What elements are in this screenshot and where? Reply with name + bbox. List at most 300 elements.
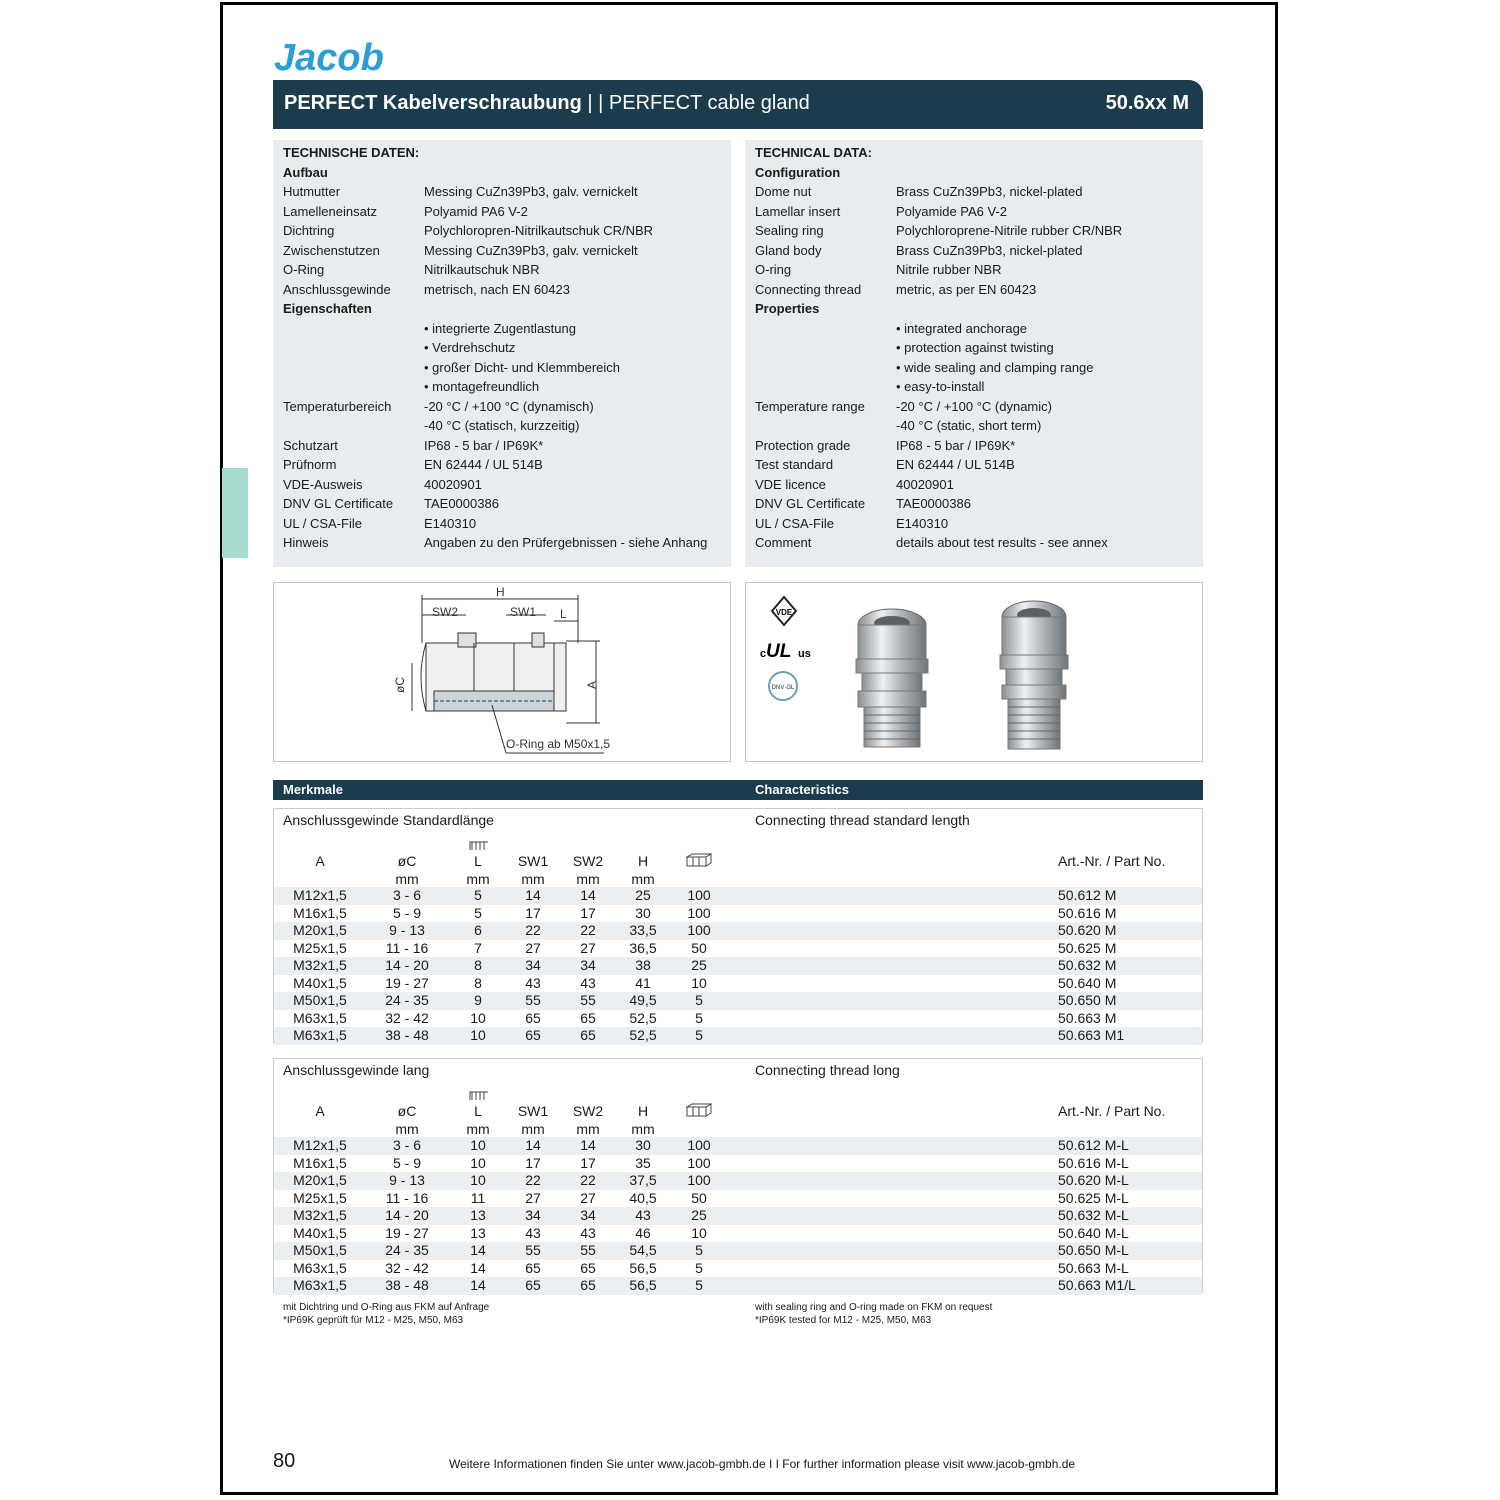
column-header-c: øC bbox=[397, 853, 417, 869]
column-header-sw1: SW1 bbox=[517, 853, 549, 869]
column-header-l: L bbox=[474, 1103, 482, 1119]
spec-value: • easy-to-install bbox=[896, 379, 985, 394]
cell-part-no: 50.625 M bbox=[1058, 939, 1117, 956]
cell-part-no: 50.625 M-L bbox=[1058, 1189, 1129, 1206]
cell-a: M63x1,5 bbox=[293, 1009, 347, 1026]
cell-a: M12x1,5 bbox=[293, 887, 347, 903]
table-row bbox=[274, 1027, 1202, 1045]
page-number: 80 bbox=[273, 1450, 296, 1472]
ul-icon bbox=[760, 641, 811, 662]
spec-heading: TECHNISCHE DATEN: bbox=[283, 145, 420, 160]
cell-c: 5 - 9 bbox=[392, 904, 422, 921]
dim-c-label: øC bbox=[393, 677, 407, 693]
cell-sw1: 65 bbox=[525, 1259, 541, 1276]
spec-key: UL / CSA-File bbox=[283, 515, 362, 531]
spec-key: Protection grade bbox=[755, 437, 851, 453]
column-unit: mm bbox=[576, 871, 600, 887]
cell-part-no: 50.616 M-L bbox=[1058, 1154, 1129, 1171]
cell-l: 10 bbox=[470, 1172, 486, 1188]
spec-panel-de bbox=[273, 140, 731, 567]
cell-h: 38 bbox=[635, 957, 651, 973]
cell-l: 8 bbox=[474, 974, 482, 991]
spec-key: Eigenschaften bbox=[283, 301, 372, 316]
table-row bbox=[274, 1260, 1202, 1278]
spec-key: Gland body bbox=[755, 242, 822, 258]
table-row bbox=[274, 1225, 1202, 1243]
spec-key: Test standard bbox=[755, 457, 834, 472]
spec-key: DNV GL Certificate bbox=[283, 496, 394, 511]
cell-q: 100 bbox=[687, 1154, 711, 1171]
drawing-svg bbox=[274, 583, 730, 761]
cell-sw2: 55 bbox=[580, 992, 596, 1008]
logo-text: Jacob bbox=[274, 38, 384, 74]
column-unit: mm bbox=[631, 871, 655, 887]
cell-c: 3 - 6 bbox=[392, 1137, 422, 1153]
cell-a: M12x1,5 bbox=[293, 1137, 347, 1153]
table-row bbox=[274, 1190, 1202, 1208]
cell-a: M32x1,5 bbox=[293, 957, 347, 973]
cell-a: M40x1,5 bbox=[293, 974, 347, 991]
cell-h: 30 bbox=[635, 1137, 651, 1153]
column-header-part-no: Art.-Nr. / Part No. bbox=[1058, 1103, 1166, 1119]
cell-part-no: 50.640 M bbox=[1058, 974, 1117, 991]
spec-key: Comment bbox=[755, 535, 812, 550]
cell-l: 11 bbox=[470, 1189, 486, 1206]
dnv-gl-icon bbox=[769, 672, 797, 700]
note-en-2: *IP69K tested for M12 - M25, M50, M63 bbox=[755, 1315, 932, 1326]
cell-h: 25 bbox=[635, 887, 651, 903]
spec-value: -20 °C / +100 °C (dynamisch) bbox=[424, 398, 594, 414]
cell-part-no: 50.663 M bbox=[1058, 1009, 1117, 1026]
table-long-thread bbox=[273, 1058, 1203, 1293]
spec-value: E140310 bbox=[896, 515, 949, 531]
cell-q: 25 bbox=[691, 957, 707, 973]
cell-sw2: 65 bbox=[580, 1009, 596, 1026]
cell-h: 52,5 bbox=[629, 1009, 657, 1026]
cell-h: 41 bbox=[635, 974, 651, 991]
cell-part-no: 50.632 M bbox=[1058, 957, 1117, 973]
cell-c: 9 - 13 bbox=[389, 922, 425, 938]
cell-sw1: 43 bbox=[525, 974, 541, 991]
table-row bbox=[274, 905, 1202, 923]
cell-sw2: 65 bbox=[580, 1277, 596, 1293]
cell-part-no: 50.612 M bbox=[1058, 887, 1117, 903]
cell-h: 56,5 bbox=[629, 1277, 657, 1293]
cell-sw1: 17 bbox=[525, 904, 541, 921]
spec-value: • integrated anchorage bbox=[896, 320, 1028, 336]
cell-sw1: 43 bbox=[525, 1224, 541, 1241]
dnv-text: DNV·GL bbox=[771, 685, 795, 691]
cell-sw1: 55 bbox=[525, 992, 541, 1008]
cell-q: 100 bbox=[687, 1172, 711, 1188]
cell-l: 9 bbox=[474, 992, 482, 1008]
cell-l: 14 bbox=[470, 1259, 486, 1276]
cell-c: 19 - 27 bbox=[385, 1224, 429, 1241]
note-de-2: *IP69K geprüft für M12 - M25, M50, M63 bbox=[283, 1315, 464, 1326]
cell-l: 14 bbox=[470, 1242, 486, 1258]
column-header-h: H bbox=[637, 1103, 649, 1119]
cell-part-no: 50.632 M-L bbox=[1058, 1207, 1129, 1223]
cell-sw1: 27 bbox=[525, 1189, 541, 1206]
technical-drawing bbox=[273, 582, 731, 762]
spec-value: 40020901 bbox=[424, 476, 482, 492]
column-unit: mm bbox=[631, 1121, 655, 1137]
column-header-sw2: SW2 bbox=[572, 853, 604, 869]
cell-q: 10 bbox=[691, 1224, 707, 1241]
cell-sw2: 17 bbox=[580, 904, 596, 921]
table-row bbox=[274, 1155, 1202, 1173]
characteristics-bar bbox=[273, 780, 1203, 800]
notes-en bbox=[755, 1301, 992, 1327]
table-row bbox=[274, 1172, 1202, 1190]
page-title bbox=[284, 92, 810, 115]
spec-key: Dome nut bbox=[755, 184, 812, 199]
package-quantity-icon bbox=[686, 1103, 712, 1122]
spec-value: details about test results - see annex bbox=[896, 535, 1108, 550]
cell-c: 38 - 48 bbox=[385, 1277, 429, 1293]
table-title-de: Anschlussgewinde Standardlänge bbox=[283, 812, 494, 828]
spec-value: • Verdrehschutz bbox=[424, 340, 516, 355]
cell-a: M63x1,5 bbox=[293, 1259, 347, 1276]
cell-sw2: 22 bbox=[580, 1172, 596, 1188]
spec-key: Sealing ring bbox=[755, 223, 824, 238]
cell-part-no: 50.640 M-L bbox=[1058, 1224, 1129, 1241]
cell-sw2: 43 bbox=[580, 1224, 596, 1241]
spec-value: Brass CuZn39Pb3, nickel-plated bbox=[896, 184, 1083, 199]
spec-value: • wide sealing and clamping range bbox=[896, 359, 1094, 375]
column-header-a: A bbox=[315, 1103, 325, 1119]
table-row bbox=[274, 1137, 1202, 1155]
spec-value: • protection against twisting bbox=[896, 340, 1054, 355]
cell-a: M16x1,5 bbox=[293, 904, 347, 921]
cell-sw1: 14 bbox=[525, 887, 541, 903]
cell-sw1: 65 bbox=[525, 1027, 541, 1043]
cell-q: 100 bbox=[687, 904, 711, 921]
cell-part-no: 50.663 M1 bbox=[1058, 1027, 1125, 1043]
table-row bbox=[274, 1207, 1202, 1225]
dim-h-label: H bbox=[496, 585, 505, 599]
spec-key: Lamellar insert bbox=[755, 203, 841, 219]
cell-a: M50x1,5 bbox=[293, 1242, 347, 1258]
characteristics-en: Characteristics bbox=[755, 782, 849, 797]
table-row bbox=[274, 1277, 1202, 1295]
cell-l: 13 bbox=[470, 1224, 486, 1241]
cell-q: 5 bbox=[695, 1009, 703, 1026]
cell-c: 9 - 13 bbox=[389, 1172, 425, 1188]
cell-part-no: 50.616 M bbox=[1058, 904, 1117, 921]
spec-heading: TECHNICAL DATA: bbox=[755, 145, 872, 160]
cell-c: 24 - 35 bbox=[385, 992, 429, 1008]
cell-h: 56,5 bbox=[629, 1259, 657, 1276]
cell-c: 24 - 35 bbox=[385, 1242, 429, 1258]
spec-key: VDE licence bbox=[755, 476, 826, 492]
cell-l: 5 bbox=[474, 904, 482, 921]
oring-note: O-Ring ab M50x1,5 bbox=[506, 737, 611, 751]
cell-h: 49,5 bbox=[629, 992, 657, 1008]
cell-a: M20x1,5 bbox=[293, 1172, 347, 1188]
spec-value: Polyamid PA6 V-2 bbox=[424, 203, 528, 219]
spec-value: TAE0000386 bbox=[896, 496, 971, 511]
table-row bbox=[274, 1010, 1202, 1028]
spec-value: metric, as per EN 60423 bbox=[896, 281, 1037, 297]
spec-value: Polyamide PA6 V-2 bbox=[896, 203, 1008, 219]
cell-sw2: 27 bbox=[580, 1189, 596, 1206]
cell-a: M63x1,5 bbox=[293, 1277, 347, 1293]
spec-key: Aufbau bbox=[283, 164, 328, 180]
cell-sw1: 34 bbox=[525, 957, 541, 973]
cell-part-no: 50.663 M-L bbox=[1058, 1259, 1129, 1276]
column-unit: mm bbox=[521, 871, 545, 887]
cell-h: 33,5 bbox=[629, 922, 657, 938]
product-code: 50.6xx M bbox=[1105, 92, 1189, 114]
cell-sw1: 22 bbox=[525, 922, 541, 938]
cell-l: 7 bbox=[474, 939, 482, 956]
spec-key: Connecting thread bbox=[755, 281, 862, 297]
vde-icon bbox=[772, 597, 796, 625]
cell-a: M50x1,5 bbox=[293, 992, 347, 1008]
cell-a: M16x1,5 bbox=[293, 1154, 347, 1171]
spec-key: Anschlussgewinde bbox=[283, 281, 391, 297]
cell-q: 5 bbox=[695, 992, 703, 1008]
cell-h: 54,5 bbox=[629, 1242, 657, 1258]
cell-q: 5 bbox=[695, 1259, 703, 1276]
product-photo-panel bbox=[745, 582, 1203, 762]
table-title-en: Connecting thread long bbox=[755, 1062, 900, 1078]
cable-gland-photo-short bbox=[856, 609, 928, 747]
dim-sw2-label: SW2 bbox=[432, 605, 459, 619]
photo-svg bbox=[746, 583, 1202, 761]
cell-c: 11 - 16 bbox=[385, 1189, 429, 1206]
table-row bbox=[274, 975, 1202, 993]
cell-sw2: 17 bbox=[580, 1154, 596, 1171]
cell-sw1: 27 bbox=[525, 939, 541, 956]
spec-value: Nitrile rubber NBR bbox=[896, 262, 1002, 277]
column-header-part-no: Art.-Nr. / Part No. bbox=[1058, 853, 1166, 869]
cell-c: 11 - 16 bbox=[385, 939, 429, 956]
spec-value: Messing CuZn39Pb3, galv. vernickelt bbox=[424, 184, 638, 199]
column-header-sw1: SW1 bbox=[517, 1103, 549, 1119]
spec-value: IP68 - 5 bar / IP69K* bbox=[424, 437, 544, 453]
spec-value: • montagefreundlich bbox=[424, 379, 540, 394]
cell-sw2: 14 bbox=[580, 887, 596, 903]
cell-l: 10 bbox=[470, 1027, 486, 1043]
cell-sw1: 55 bbox=[525, 1242, 541, 1258]
thread-length-icon bbox=[468, 1089, 490, 1107]
cell-c: 5 - 9 bbox=[392, 1154, 422, 1171]
spec-key: O-Ring bbox=[283, 262, 325, 277]
ul-us-text: us bbox=[798, 648, 811, 660]
cell-sw2: 22 bbox=[580, 922, 596, 938]
note-de-1: mit Dichtring und O-Ring aus FKM auf Anfrage bbox=[283, 1302, 490, 1313]
ul-c-text: c bbox=[760, 648, 767, 660]
column-unit: mm bbox=[576, 1121, 600, 1137]
spec-value: Polychloropren-Nitrilkautschuk CR/NBR bbox=[424, 223, 654, 238]
cell-q: 100 bbox=[687, 887, 711, 903]
note-en-1: with sealing ring and O-ring made on FKM on request bbox=[755, 1302, 993, 1313]
cell-sw2: 55 bbox=[580, 1242, 596, 1258]
cell-sw1: 17 bbox=[525, 1154, 541, 1171]
cell-sw2: 34 bbox=[580, 1207, 596, 1223]
cell-sw1: 65 bbox=[525, 1009, 541, 1026]
spec-key: UL / CSA-File bbox=[755, 515, 834, 531]
cell-q: 10 bbox=[691, 974, 707, 991]
cell-l: 8 bbox=[474, 957, 482, 973]
cell-a: M40x1,5 bbox=[293, 1224, 347, 1241]
cell-c: 14 - 20 bbox=[385, 1207, 429, 1223]
spec-key: O-ring bbox=[755, 262, 792, 277]
cell-l: 10 bbox=[470, 1154, 486, 1171]
table-row bbox=[274, 922, 1202, 940]
spec-key: DNV GL Certificate bbox=[755, 496, 866, 511]
cell-sw1: 22 bbox=[525, 1172, 541, 1188]
cell-h: 52,5 bbox=[629, 1027, 657, 1043]
cell-sw2: 34 bbox=[580, 957, 596, 973]
cell-sw2: 27 bbox=[580, 939, 596, 956]
spec-value: • großer Dicht- und Klemmbereich bbox=[424, 359, 621, 375]
spec-value: • integrierte Zugentlastung bbox=[424, 320, 576, 336]
spec-value: Angaben zu den Prüfergebnissen - siehe Anhang bbox=[424, 535, 708, 550]
table-title-en: Connecting thread standard length bbox=[755, 812, 970, 828]
cable-gland-photo-long bbox=[1000, 601, 1068, 749]
cell-a: M25x1,5 bbox=[293, 1189, 347, 1206]
spec-key: Configuration bbox=[755, 164, 841, 180]
cell-h: 37,5 bbox=[629, 1172, 657, 1188]
spec-key: Temperaturbereich bbox=[283, 398, 392, 414]
cell-c: 38 - 48 bbox=[385, 1027, 429, 1043]
cell-a: M32x1,5 bbox=[293, 1207, 347, 1223]
cell-q: 5 bbox=[695, 1027, 703, 1043]
spec-key: Schutzart bbox=[283, 437, 338, 453]
cell-l: 5 bbox=[474, 887, 482, 903]
spec-key: VDE-Ausweis bbox=[283, 476, 363, 492]
cell-l: 14 bbox=[470, 1277, 486, 1293]
cell-sw1: 65 bbox=[525, 1277, 541, 1293]
column-unit: mm bbox=[466, 1121, 490, 1137]
spec-value: -20 °C / +100 °C (dynamic) bbox=[896, 398, 1052, 414]
title-de: PERFECT Kabelverschraubung bbox=[284, 92, 582, 114]
cell-l: 6 bbox=[474, 922, 482, 938]
ul-text: UL bbox=[766, 641, 792, 662]
cell-h: 40,5 bbox=[629, 1189, 657, 1206]
spec-panel-en bbox=[745, 140, 1203, 567]
spec-value: metrisch, nach EN 60423 bbox=[424, 281, 570, 297]
cell-part-no: 50.620 M bbox=[1058, 922, 1117, 938]
title-en: PERFECT cable gland bbox=[608, 92, 810, 114]
cell-q: 50 bbox=[691, 939, 707, 956]
column-header-l: L bbox=[474, 853, 482, 869]
table-row bbox=[274, 957, 1202, 975]
spec-value: EN 62444 / UL 514B bbox=[896, 457, 1015, 472]
cell-sw2: 65 bbox=[580, 1027, 596, 1043]
header-bar bbox=[273, 80, 1203, 129]
spec-value: E140310 bbox=[424, 515, 477, 531]
cell-a: M63x1,5 bbox=[293, 1027, 347, 1043]
cell-c: 14 - 20 bbox=[385, 957, 429, 973]
spec-value: -40 °C (statisch, kurzzeitig) bbox=[424, 418, 580, 433]
cell-q: 100 bbox=[687, 1137, 711, 1153]
cell-l: 10 bbox=[470, 1137, 486, 1153]
cell-q: 25 bbox=[691, 1207, 707, 1223]
spec-key: Properties bbox=[755, 301, 820, 316]
cell-c: 32 - 42 bbox=[385, 1259, 429, 1276]
column-unit: mm bbox=[395, 1121, 419, 1137]
column-unit: mm bbox=[521, 1121, 545, 1137]
cell-sw1: 34 bbox=[525, 1207, 541, 1223]
table-row bbox=[274, 887, 1202, 905]
cell-h: 30 bbox=[635, 904, 651, 921]
cell-q: 5 bbox=[695, 1242, 703, 1258]
dim-a-label: A bbox=[585, 680, 599, 689]
spec-key: Zwischenstutzen bbox=[283, 242, 380, 258]
spec-value: Nitrilkautschuk NBR bbox=[424, 262, 540, 277]
spec-key: Temperature range bbox=[755, 398, 865, 414]
cell-q: 50 bbox=[691, 1189, 707, 1206]
title-separator: | | bbox=[581, 92, 609, 114]
jacob-logo bbox=[272, 38, 452, 74]
cell-l: 13 bbox=[470, 1207, 486, 1223]
dim-sw1-label: SW1 bbox=[510, 605, 537, 619]
table-title-de: Anschlussgewinde lang bbox=[283, 1062, 430, 1078]
cell-sw2: 43 bbox=[580, 974, 596, 991]
spec-value: Polychloroprene-Nitrile rubber CR/NBR bbox=[896, 223, 1123, 238]
table-row bbox=[274, 1242, 1202, 1260]
table-row bbox=[274, 940, 1202, 958]
table-standard-length bbox=[273, 808, 1203, 1043]
cell-part-no: 50.620 M-L bbox=[1058, 1172, 1129, 1188]
column-header-h: H bbox=[637, 853, 649, 869]
spec-key: Dichtring bbox=[283, 223, 335, 238]
spec-key: Hutmutter bbox=[283, 184, 341, 199]
cell-a: M25x1,5 bbox=[293, 939, 347, 956]
column-header-c: øC bbox=[397, 1103, 417, 1119]
vde-text: VDE bbox=[775, 608, 793, 617]
spec-value: Messing CuZn39Pb3, galv. vernickelt bbox=[424, 242, 638, 258]
spec-key: Hinweis bbox=[283, 535, 329, 550]
spec-value: TAE0000386 bbox=[424, 496, 499, 511]
cell-sw1: 14 bbox=[525, 1137, 541, 1153]
cell-c: 19 - 27 bbox=[385, 974, 429, 991]
cell-part-no: 50.663 M1/L bbox=[1058, 1277, 1136, 1293]
column-header-sw2: SW2 bbox=[572, 1103, 604, 1119]
spec-value: 40020901 bbox=[896, 476, 954, 492]
column-unit: mm bbox=[466, 871, 490, 887]
column-header-a: A bbox=[315, 853, 325, 869]
notes-de bbox=[283, 1301, 489, 1327]
cell-l: 10 bbox=[470, 1009, 486, 1026]
cell-a: M20x1,5 bbox=[293, 922, 347, 938]
side-tab bbox=[222, 468, 248, 558]
cell-h: 43 bbox=[635, 1207, 651, 1223]
cell-q: 5 bbox=[695, 1277, 703, 1293]
cell-part-no: 50.612 M-L bbox=[1058, 1137, 1129, 1153]
cell-c: 32 - 42 bbox=[385, 1009, 429, 1026]
spec-value: Brass CuZn39Pb3, nickel-plated bbox=[896, 242, 1083, 258]
cell-c: 3 - 6 bbox=[392, 887, 422, 903]
cell-h: 46 bbox=[635, 1224, 651, 1241]
spec-value: IP68 - 5 bar / IP69K* bbox=[896, 437, 1016, 453]
spec-key: Lamelleneinsatz bbox=[283, 203, 377, 219]
spec-key: Prüfnorm bbox=[283, 457, 337, 472]
spec-value: -40 °C (static, short term) bbox=[896, 418, 1042, 433]
cell-part-no: 50.650 M bbox=[1058, 992, 1117, 1008]
column-unit: mm bbox=[395, 871, 419, 887]
spec-value: EN 62444 / UL 514B bbox=[424, 457, 543, 472]
cell-part-no: 50.650 M-L bbox=[1058, 1242, 1129, 1258]
table-row bbox=[274, 992, 1202, 1010]
dim-l-label: L bbox=[560, 607, 567, 621]
cell-sw2: 65 bbox=[580, 1259, 596, 1276]
cell-sw2: 14 bbox=[580, 1137, 596, 1153]
